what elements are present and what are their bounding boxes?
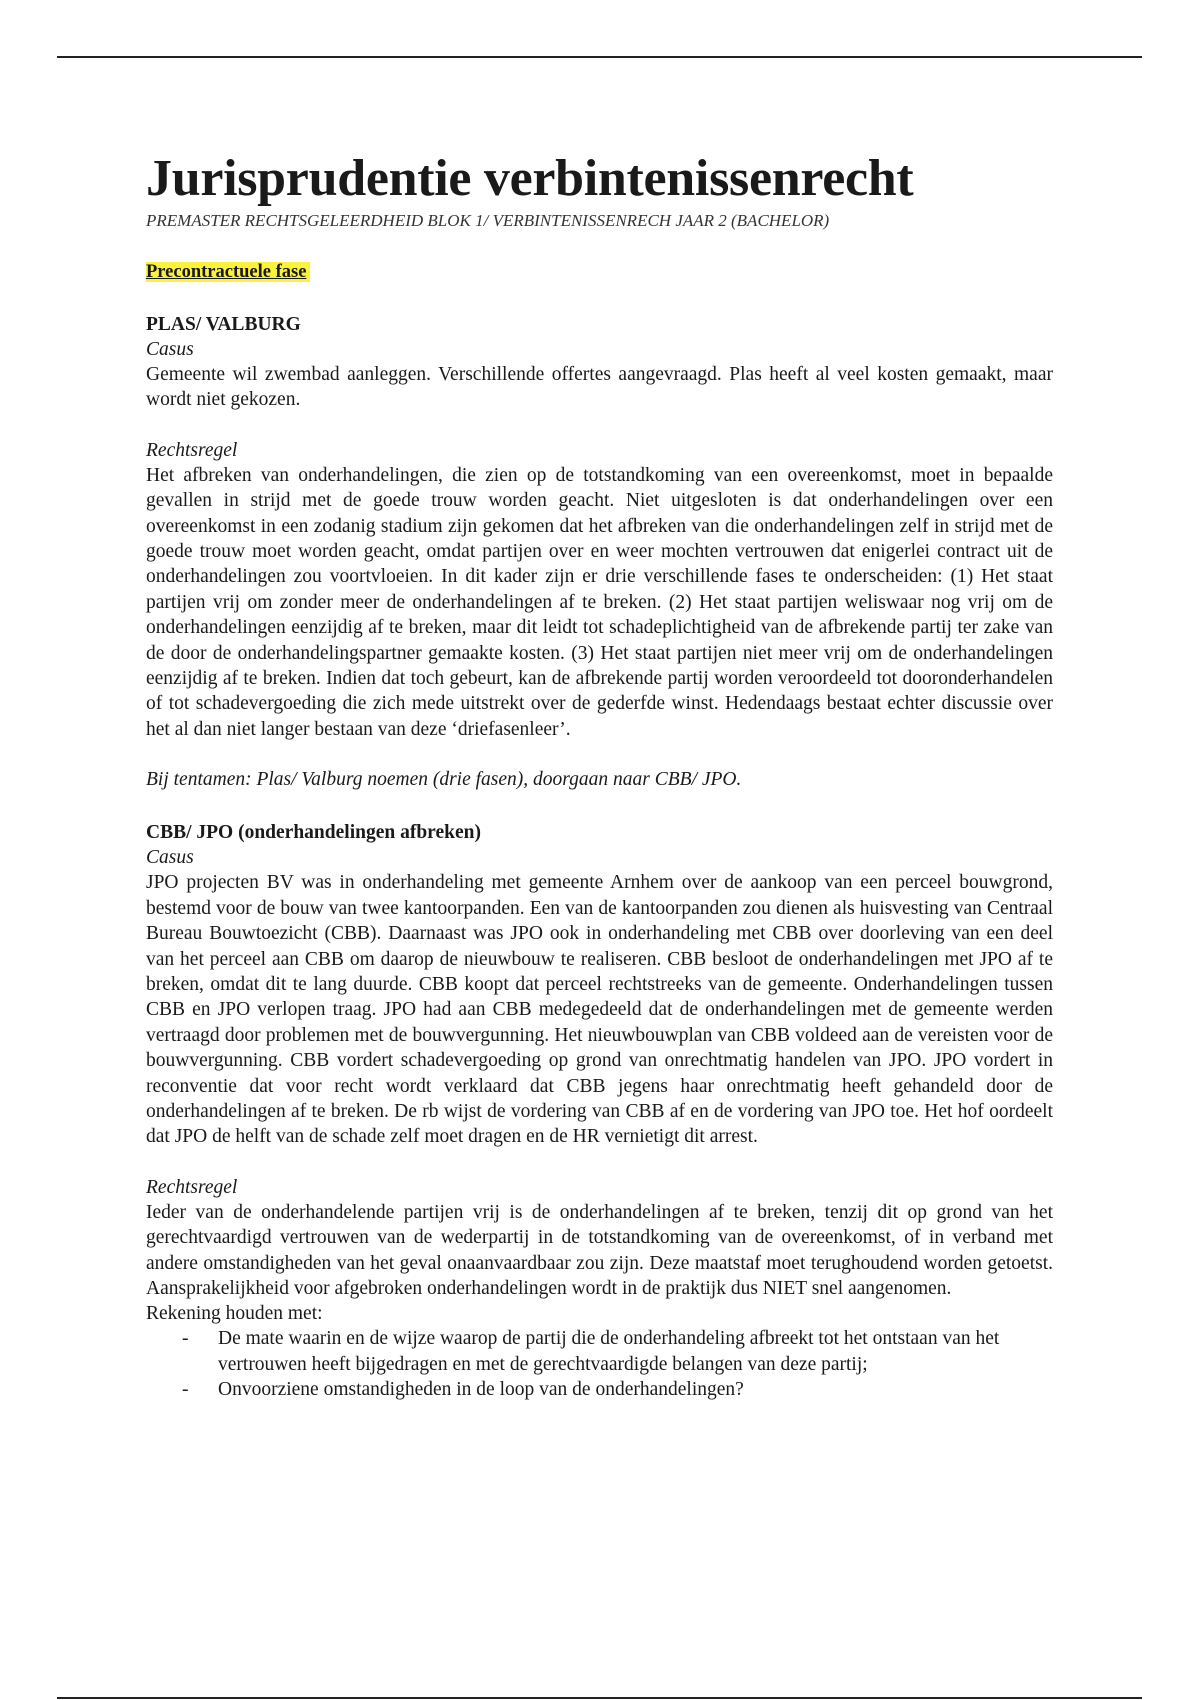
list-item-text: Onvoorziene omstandigheden in de loop van de onderhandelingen? — [218, 1379, 744, 1401]
casus-text: JPO projecten BV was in onderhandeling met gemeente Arnhem over de aankoop van een perceel bouwgrond, bestemd voor de bouw van twee kantoorpanden. Een van de kantoorpanden zou dienen als huisvesting van Centraal Bureau Bouwtoezicht (CBB). Daarnaast was JPO ook in onderhandeling met CBB over doorleving van een deel van het perceel aan CBB om daarop de nieuwbouw te realiseren. CBB besloot de onderhandelingen met JPO af te breken, omdat dit te lang duurde. CBB koopt dat perceel rechtstreeks van de gemeente. Onderhandelingen tussen CBB en JPO verlopen traag. JPO had aan CBB medegedeeld dat de onderhandelingen met de gemeente werden vertraagd door problemen met de bouwvergunning. Het nieuwbouwplan van CBB voldeed aan de vereisten voor de bouwvergunning. CBB vordert schadevergoeding op grond van onrechtmatig handelen van JPO. JPO vordert in reconventie dat voor recht wordt verklaard dat CBB jegens haar onrechtmatig heeft gehandeld door de onderhandelingen af te breken. De rb wijst de vordering van CBB af en de vordering van JPO toe. Het hof oordeelt dat JPO de helft van de schade zelf moet dragen en de HR vernietigt dit arrest. — [146, 872, 1053, 1148]
section-heading — [146, 260, 1053, 284]
rechtsregel-text: Ieder van de onderhandelende partijen vrij is de onderhandelingen af te breken, tenzij dit op grond van het gerechtvaardigd vertrouwen van de wederpartij in de totstandkoming van de overeenkomst, of in verband met andere omstandigheden van het geval onaanvaardbaar zou zijn. Deze maatstaf moet terughoudend worden getoetst. Aansprakelijkheid voor afgebroken onderhandelingen wordt in de praktijk dus NIET snel aangenomen. — [146, 1201, 1053, 1299]
document-subtitle: PREMASTER RECHTSGELEERDHEID BLOK 1/ VERBINTENISSENRECH JAAR 2 (BACHELOR) — [146, 211, 830, 230]
footer-rule — [57, 1697, 1142, 1699]
case-title: CBB/ JPO (onderhandelingen afbreken) — [146, 822, 481, 844]
case-cbb-jpo — [146, 820, 1053, 1402]
considerations-label: Rekening houden met: — [146, 1303, 323, 1325]
exam-note: Bij tentamen: Plas/ Valburg noemen (drie fasen), doorgaan naar CBB/ JPO. — [146, 769, 742, 791]
rechtsregel-label: Rechtsregel — [146, 439, 238, 461]
casus-label: Casus — [146, 847, 194, 869]
section-heading-highlight: Precontractuele fase — [146, 262, 310, 282]
list-item — [146, 1377, 1053, 1402]
rechtsregel-label: Rechtsregel — [146, 1176, 238, 1198]
casus-text: Gemeente wil zwembad aanleggen. Verschillende offertes aangevraagd. Plas heeft al veel kosten gemaakt, maar wordt niet gekozen. — [146, 364, 1053, 411]
list-item — [146, 1326, 1053, 1377]
bullet-dash: - — [182, 1379, 189, 1401]
bullet-dash: - — [182, 1328, 189, 1350]
document-body — [146, 150, 1053, 1403]
casus-label: Casus — [146, 339, 194, 360]
considerations-list — [146, 1326, 1053, 1402]
case-plas-valburg — [146, 312, 1053, 792]
case-title: PLAS/ VALBURG — [146, 314, 301, 335]
header-rule — [57, 56, 1142, 58]
rechtsregel-text: Het afbreken van onderhandelingen, die zien op de totstandkoming van een overeenkomst, moet in bepaalde gevallen in strijd met de goede trouw worden geacht. Niet uitgesloten is dat onderhandelingen over een overeenkomst in een zodanig stadium zijn gekomen dat het afbreken van die onderhandelingen zelf in strijd met de goede trouw moet worden geacht, omdat partijen over en weer mochten vertrouwen dat enigerlei contract uit de onderhandelingen zou voortvloeien. In dit kader zijn er drie verschillende fases te onderscheiden: (1) Het staat partijen vrij om zonder meer de onderhandelingen af te breken. (2) Het staat partijen weliswaar nog vrij om de onderhandelingen eenzijdig af te breken, maar dit leidt tot schadeplichtigheid van de afbrekende partij ter zake van de door de onderhandelingspartner gemaakte kosten. (3) Het staat partijen niet meer vrij om de onderhandelingen eenzijdig af te breken. Indien dat toch gebeurt, kan de afbrekende partij worden veroordeeld tot dooronderhandelen of tot schadevergoeding die zich mede uitstrekt over de gederfde winst. Hedendaags bestaat echter discussie over het al dan niet langer bestaan van deze ‘driefasenleer’. — [146, 464, 1053, 740]
list-item-text: De mate waarin en de wijze waarop de partij die de onderhandeling afbreekt tot het ontstaan van het vertrouwen heeft bijgedragen en met de gerechtvaardigde belangen van deze partij; — [218, 1328, 1000, 1375]
document-title: Jurisprudentie verbintenissenrecht — [146, 150, 914, 207]
